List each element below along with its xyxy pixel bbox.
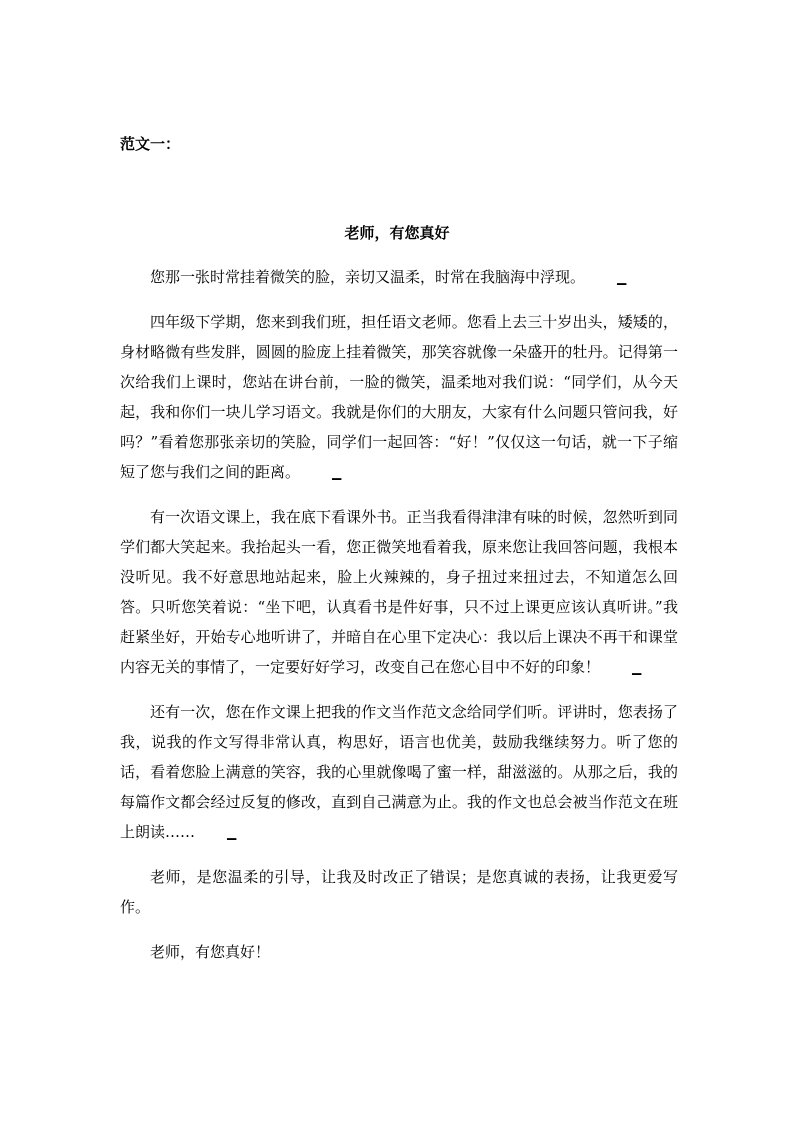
paragraph-text: 您那一张时常挂着微笑的脸，亲切又温柔，时常在我脑海中浮现。 [150,268,586,286]
paragraph-mark: ▁ [332,466,342,480]
paragraph-6 [120,937,678,967]
paragraph-4 [120,697,678,847]
section-label: 范文一： [120,135,181,153]
paragraph-text: 还有一次，您在作文课上把我的作文当作范文念给同学们听。评讲时，您表扬了我，说我的作文写得非常认真，构思好，语言也优美，鼓励我继续努力。听了您的话，看着您脸上满意的笑容，我的心里就像喝了蜜一样，甜滋滋的。从那之后，我的每篇作文都会经过反复的修改，直到自己满意为止。我的作文也总会被当作范文在班上朗读…… [120,703,678,841]
paragraph-text: 有一次语文课上，我在底下看课外书。正当我看得津津有味的时候，忽然听到同学们都大笑起来。我抬起头一看，您正微笑地看着我，原来您让我回答问题，我根本没听见。我不好意思地站起来，脸上火辣辣的，身子扭过来扭过去，不知道怎么回答。只听您笑着说：“坐下吧，认真看书是件好事，只不过上课更应该认真听讲。”我赶紧坐好，开始专心地听讲了，并暗自在心里下定决心：我以后上课决不再干和课堂内容无关的事情了，一定要好好学习，改变自己在您心目中不好的印象！ [120,508,678,676]
paragraph-text: 四年级下学期，您来到我们班，担任语文老师。您看上去三十岁出头，矮矮的，身材略微有些发胖，圆圆的脸庞上挂着微笑，那笑容就像一朵盛开的牡丹。记得第一次给我们上课时，您站在讲台前，一脸的微笑，温柔地对我们说：“同学们，从今天起，我和你们一块儿学习语文。我就是你们的大朋友，大家有什么问题只管问我，好吗？”看着您那张亲切的笑脸，同学们一起回答：“好！”仅仅这一句话，就一下子缩短了您与我们之间的距离。 [120,313,678,481]
paragraph-mark: ▁ [632,661,642,675]
paragraph-mark: ▁ [617,271,627,285]
paragraph-mark: ▁ [227,826,237,840]
paragraph-text: 老师，有您真好！ [150,943,271,961]
paragraph-text: 老师，是您温柔的引导，让我及时改正了错误；是您真诚的表扬，让我更爱写作。 [120,868,678,916]
paragraph-2 [120,307,678,487]
paragraph-3 [120,502,678,682]
paragraph-5 [120,862,678,922]
essay-title: 老师，有您真好 [344,224,450,242]
paragraph-1 [120,262,678,292]
essay-body [120,262,678,982]
